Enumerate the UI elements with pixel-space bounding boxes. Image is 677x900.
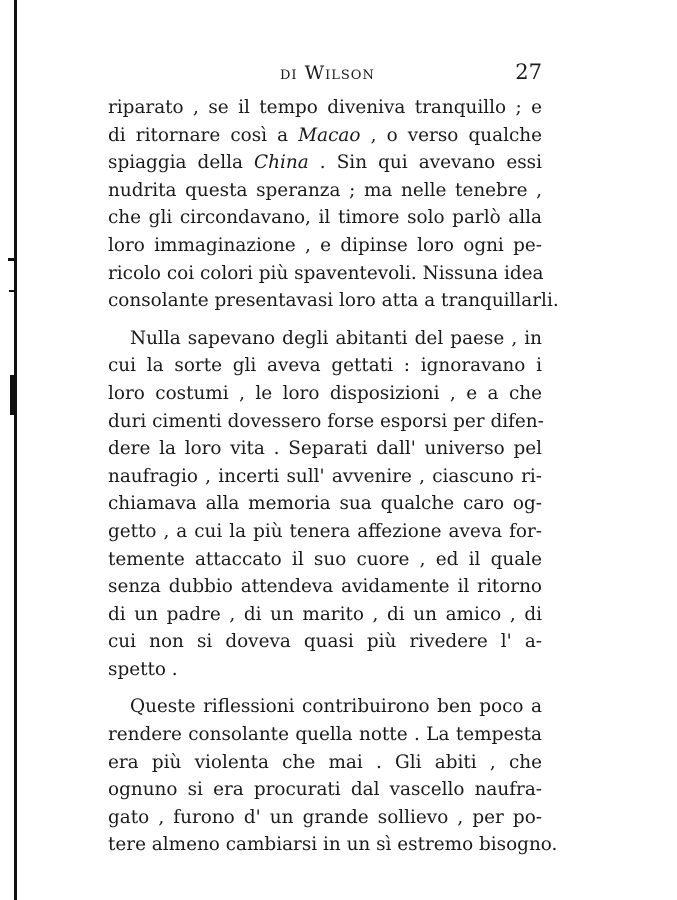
line-text: di un padre , di un marito , di un amico , di <box>108 603 542 625</box>
line-text: era più violenta che mai . Gli abiti , che <box>108 751 542 773</box>
line-text: che gli circondavano, il timore solo parlò alla <box>108 207 542 229</box>
running-title: di Wilson <box>280 62 375 84</box>
paragraph-gap <box>108 683 542 693</box>
text-line <box>108 94 542 122</box>
text-line <box>108 463 542 491</box>
text-line <box>108 325 542 353</box>
line-text: di ritornare così a <box>108 124 299 146</box>
italic-text: China <box>254 152 309 174</box>
line-text: getto , a cui la più tenera affezione aveva for- <box>108 520 542 542</box>
line-text: chiamava alla memoria sua qualche caro og- <box>108 493 542 515</box>
text-line <box>108 408 542 436</box>
text-line <box>108 490 542 518</box>
body-text <box>108 94 559 859</box>
text-line <box>108 546 542 574</box>
text-line <box>108 693 542 721</box>
text-line <box>108 804 542 832</box>
page-edge <box>0 0 14 900</box>
text-line <box>108 435 542 463</box>
line-text: nudrita questa speranza ; ma nelle tenebre , <box>108 179 542 201</box>
line-text: rendere consolante quella notte . La tempesta <box>108 724 542 746</box>
paragraph-gap <box>108 315 542 325</box>
line-text: loro immaginazione , e dipinse loro ogni pe- <box>108 234 542 256</box>
text-line <box>108 776 542 804</box>
text-line <box>108 518 542 546</box>
line-text: cui non si doveva quasi più rivedere l' a- <box>108 631 542 653</box>
text-line <box>108 232 542 260</box>
italic-text: Macao <box>298 124 361 146</box>
line-text: , o verso qualche <box>360 124 542 146</box>
line-text: consolante presentavasi loro atta a tranquillarli. <box>108 290 559 312</box>
text-line <box>108 149 542 177</box>
text-line <box>108 656 542 684</box>
line-text: spetto . <box>108 658 178 680</box>
text-line <box>108 177 542 205</box>
binding-mark <box>9 290 15 292</box>
text-line <box>108 122 542 150</box>
line-text: Queste riflessioni contribuirono ben poco a <box>130 696 542 718</box>
line-text: loro costumi , le loro disposizioni , e a che <box>108 382 542 404</box>
paragraph <box>108 693 558 859</box>
line-text: dere la loro vita . Separati dall' universo pel <box>108 438 542 460</box>
text-line <box>108 352 542 380</box>
text-line <box>108 573 542 601</box>
text-line <box>108 749 542 777</box>
text-line <box>108 601 542 629</box>
paragraph <box>108 94 559 315</box>
line-text: Nulla sapevano degli abitanti del paese , in <box>130 327 542 349</box>
binding-mark <box>8 258 15 261</box>
text-line <box>108 204 542 232</box>
line-text: senza dubbio attendeva avidamente il ritorno <box>108 576 542 598</box>
line-text: naufragio , incerti sull' avvenire , ciascuno ri- <box>108 465 542 487</box>
line-text: tere almeno cambiarsi in un sì estremo bisogno. <box>108 834 558 856</box>
line-text: spiaggia della <box>108 152 255 174</box>
text-line <box>108 260 542 288</box>
line-text: temente attaccato il suo cuore , ed il quale <box>108 548 542 570</box>
line-text: gato , furono d' un grande sollievo , per po- <box>108 806 542 828</box>
binding-edge-line <box>14 0 17 900</box>
text-line <box>108 628 542 656</box>
text-line <box>108 721 542 749</box>
page-number: 27 <box>515 60 542 84</box>
paragraph <box>108 325 542 684</box>
line-text: riparato , se il tempo diveniva tranquillo ; e <box>108 97 542 118</box>
line-text: cui la sorte gli aveva gettati : ignoravano i <box>108 355 542 377</box>
line-text: ricolo coi colori più spaventevoli. Nissuna idea <box>108 262 544 284</box>
page-header <box>108 62 542 86</box>
binding-mark <box>10 375 15 415</box>
line-text: duri cimenti dovessero forse esporsi per difen- <box>108 410 544 432</box>
line-text: . Sin qui avevano essi <box>308 152 542 174</box>
text-line <box>108 287 559 315</box>
text-line <box>108 831 558 859</box>
text-line <box>108 380 542 408</box>
line-text: ognuno si era procurati dal vascello naufra- <box>108 779 542 801</box>
